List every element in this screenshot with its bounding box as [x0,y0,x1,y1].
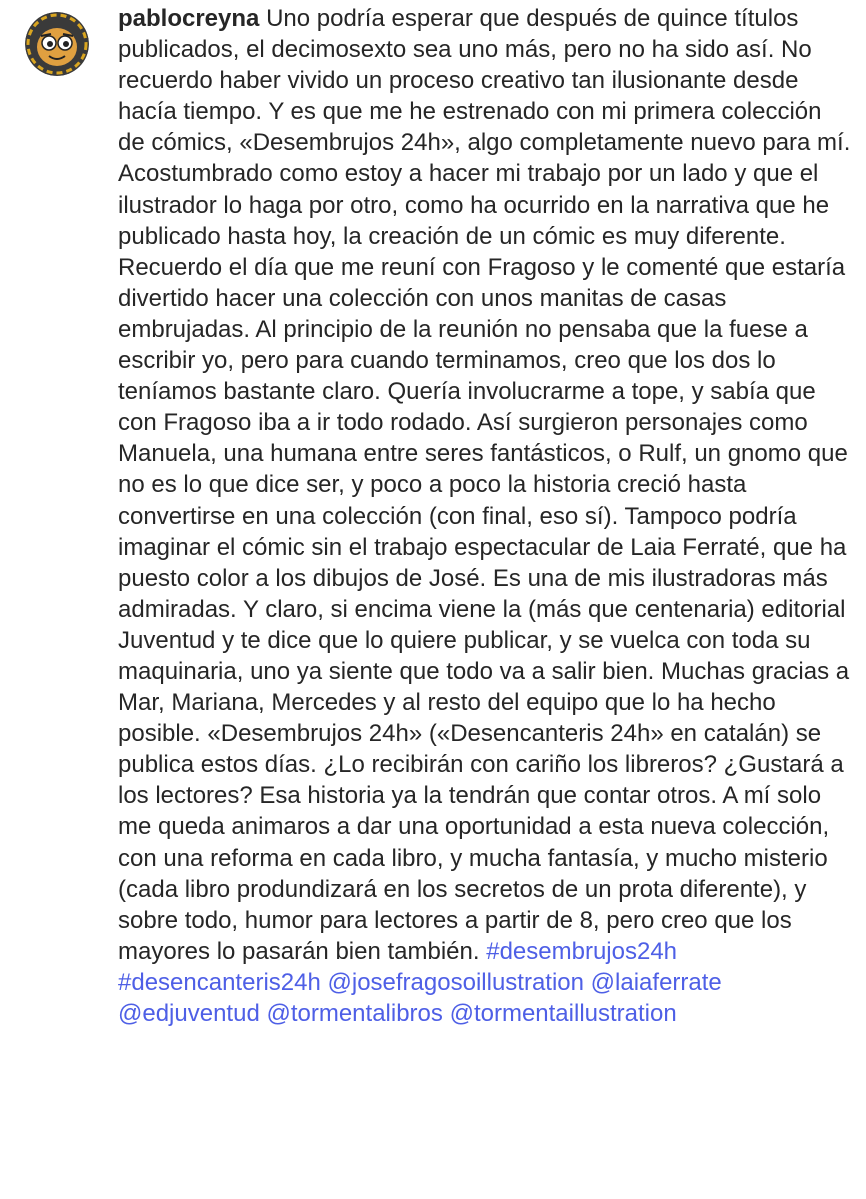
hashtag-link[interactable]: #desembrujos24h [486,937,678,965]
cartoon-face-avatar-icon [25,12,89,76]
hashtag-link[interactable]: #desencanteris24h [118,968,321,996]
caption-text: Uno podría esperar que después de quince títulos publicados, el decimosexto sea uno más, pero no ha sido así. No recuerdo haber vivido un proceso creativo tan ilusionante desde hacía tiempo. Y es que me he estrenado con mi primera colección de cómics, «Desembrujos 24h», algo completamente nuevo para mí. Acostumbrado como estoy a hacer mi trabajo por un lado y que el ilustrador lo haga por otro, como ha ocurrido en la narrativa que he publicado hasta hoy, la creación de un cómic es muy diferente. Recuerdo el día que me reuní con Fragoso y le comenté que estaría divertido hacer una colección con unos manitas de casas embrujadas. Al principio de la reunión no pensaba que la fuese a escribir yo, pero para cuando terminamos, creo que los dos lo teníamos bastante claro. Quería involucrarme a tope, y sabía que con Fragoso iba a ir todo rodado. Así surgieron personajes como Manuela, una humana entre seres fantásticos, o Rulf, un gnomo que no es lo que dice ser, y poco a poco la historia creció hasta convertirse en una colección (con final, eso sí). Tampoco podría imaginar el cómic sin el trabajo espectacular de Laia Ferraté, que ha puesto color a los dibujos de José. Es una de mis ilustradoras más admiradas. Y claro, si encima viene la (más que centenaria) editorial Juventud y te dice que lo quiere publicar, y se vuelca con toda su maquinaria, uno ya siente que todo va a salir bien. Muchas gracias a Mar, Mariana, Mercedes y al resto del equipo que lo ha hecho posible. «Desembrujos 24h» («Desencanteris 24h» en catalán) se publica estos días. ¿Lo recibirán con cariño los libreros? ¿Gustará a los lectores? Esa historia ya la tendrán que contar otros. A mí solo me queda animaros a dar una oportunidad a esta nueva colección, con una reforma en cada libro, y mucha fantasía, y mucho misterio (cada libro produndizará en los secretos de un prota diferente), y sobre todo, humor para lectores a partir de 8, pero creo que los mayores lo pasarán bien también. [118,5,851,965]
mention-link[interactable]: @laiaferrate [590,968,722,996]
username-link[interactable]: pablocreyna [118,5,260,32]
mention-link[interactable]: @tormentalibros [266,1000,443,1027]
mention-link[interactable]: @tormentaillustration [449,1000,677,1027]
mention-link[interactable]: @edjuventud [118,1000,260,1027]
post-caption [118,3,853,1029]
mention-link[interactable]: @josefragosoillustration [327,968,584,996]
user-avatar[interactable] [25,12,89,76]
